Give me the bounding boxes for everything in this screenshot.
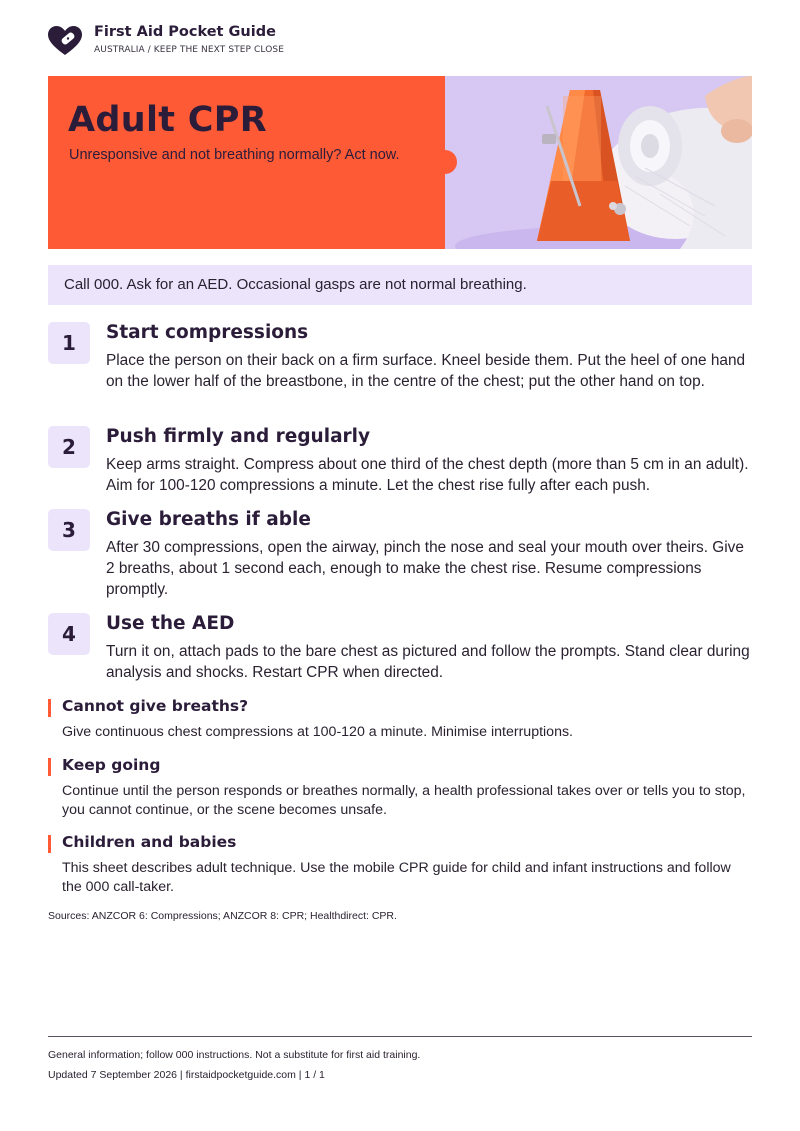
page-header <box>48 24 752 58</box>
brand-name: First Aid Pocket Guide <box>94 24 276 40</box>
step-number: 1 <box>48 322 90 364</box>
step-title: Give breaths if able <box>106 509 311 530</box>
note-body: This sheet describes adult technique. Use the mobile CPR guide for child and infant instructions and follow the 000 call-taker. <box>62 860 731 895</box>
note-title: Cannot give breaths? <box>62 697 249 715</box>
step-body: After 30 compressions, open the airway, pinch the nose and seal your mouth over theirs. Give 2 breaths, about 1 second each, enough to make the chest rise. Resume compressions promptly. <box>106 539 744 598</box>
heart-plaster-icon <box>48 26 82 56</box>
hero-panel <box>48 76 445 249</box>
hero-banner <box>48 76 752 249</box>
accent-bar <box>48 699 51 717</box>
page-title: Adult CPR <box>68 100 267 140</box>
step-number: 3 <box>48 509 90 551</box>
note-body: Continue until the person responds or breathes normally, a health professional takes over or tells you to stop, you cannot continue, or the scene becomes unsafe. <box>62 783 746 818</box>
step-body: Turn it on, attach pads to the bare chest as pictured and follow the prompts. Stand clear during analysis and shocks. Restart CPR when directed. <box>106 643 750 681</box>
footer-meta: Updated 7 September 2026 | firstaidpocketguide.com | 1 / 1 <box>48 1069 325 1081</box>
page-subtitle: Unresponsive and not breathing normally? Act now. <box>69 147 400 163</box>
step-title: Use the AED <box>106 613 235 634</box>
footer-disclaimer: General information; follow 000 instructions. Not a substitute for first aid training. <box>48 1049 421 1061</box>
step-number: 4 <box>48 613 90 655</box>
footer-divider <box>48 1036 752 1037</box>
step-title: Start compressions <box>106 322 309 343</box>
note-body: Give continuous chest compressions at 100-120 a minute. Minimise interruptions. <box>62 724 573 740</box>
accent-bar <box>48 758 51 776</box>
step-body: Keep arms straight. Compress about one third of the chest depth (more than 5 cm in an adult). Aim for 100-120 compressions a minute. Let the chest rise fully after each push. <box>106 456 749 494</box>
callout-text: Call 000. Ask for an AED. Occasional gasps are not normal breathing. <box>64 276 527 293</box>
metronome-bandage-image <box>445 76 752 249</box>
sources-line: Sources: ANZCOR 6: Compressions; ANZCOR 8: CPR; Healthdirect: CPR. <box>48 910 397 922</box>
note-title: Children and babies <box>62 833 237 851</box>
note-title: Keep going <box>62 756 161 774</box>
brand-tagline: AUSTRALIA / KEEP THE NEXT STEP CLOSE <box>94 45 284 55</box>
step-title: Push firmly and regularly <box>106 426 371 447</box>
emergency-callout <box>48 265 752 305</box>
accent-bar <box>48 835 51 853</box>
step-body: Place the person on their back on a firm surface. Kneel beside them. Put the heel of one hand on the lower half of the breastbone, in the centre of the chest; put the other hand on top. <box>106 352 746 390</box>
step-number: 2 <box>48 426 90 468</box>
